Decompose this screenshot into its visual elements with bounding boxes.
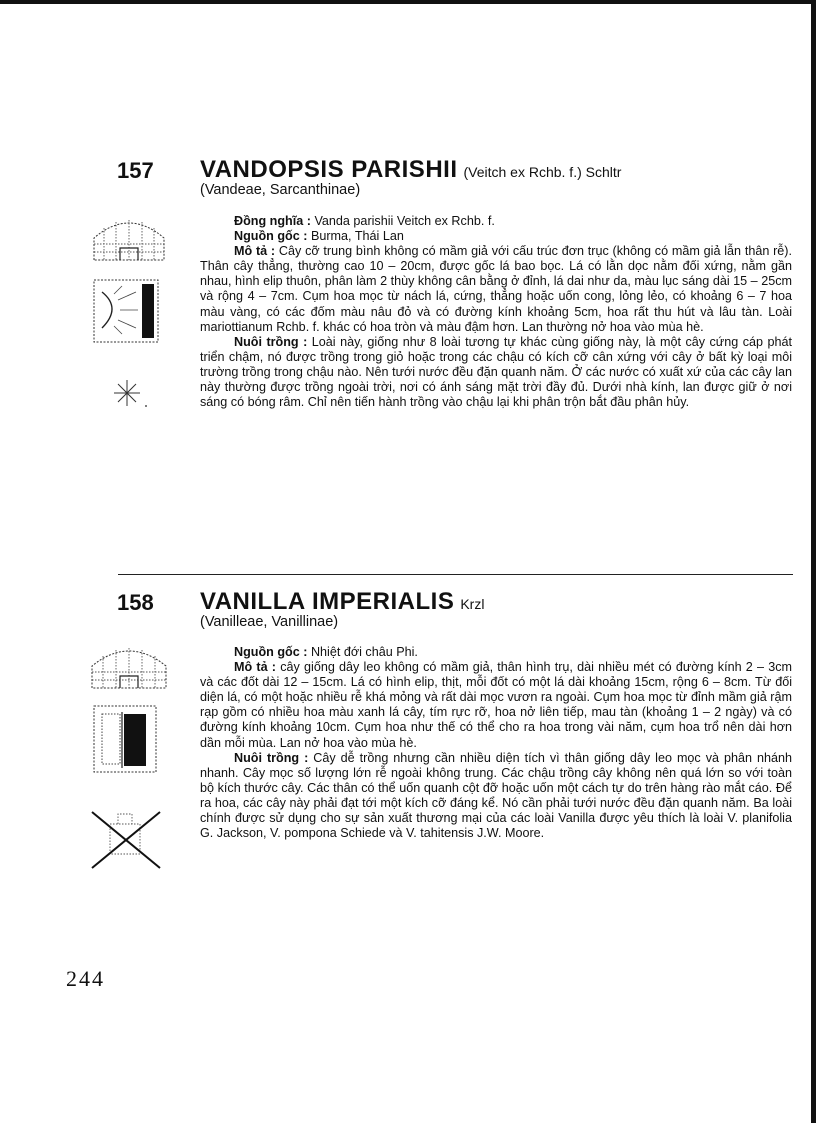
scan-edge-right <box>811 0 816 1123</box>
synonym-text: Vanda parishii Veitch ex Rchb. f. <box>314 214 495 228</box>
entry-description-157 <box>200 214 792 410</box>
greenhouse-icon <box>88 642 170 692</box>
origin-label: Nguồn gốc : <box>234 645 308 659</box>
species-name: VANILLA IMPERIALIS <box>200 588 455 615</box>
description-text: Cây cỡ trung bình không có mầm giả với cấu trúc đơn trục (không có mầm giả lẫn thân rễ). Thân cây thẳng, thường cao 10 – 20cm, được gốc lá bao bọc. Lá có lằn dọc nằm đối xứng, nằm gần nhau, hình elip thuôn, phân làm 2 thùy không cân bằng ở đỉnh, lá dai như da, màu lục sáng dài 15 – 25cm và rộng 4 – 7cm. Cụm hoa mọc từ nách lá, cứng, thẳng hoặc uốn cong, lỏng lẻo, có khoảng 6 – 7 hoa màu vàng, có các đốm màu nâu đỏ và có đường kính khoảng 5cm, hoa rất thu hút và lâu tàn. Loài mariottianum Rchb. f. khác có hoa tròn và màu đậm hơn. Lan thường nở hoa vào mùa hè. <box>200 244 792 334</box>
page-number: 244 <box>66 966 105 991</box>
cultivation-label: Nuôi trồng : <box>234 750 309 765</box>
description-text: cây giống dây leo không có mầm giả, thân hình trụ, dài nhiều mét có đường kính 2 – 3cm và các đốt dài 12 – 15cm. Lá có hình elip, thịt, mỗi đốt có một lá dài khoảng 15cm, rộng 6 – 8cm. Từ đối diện lá, có một hoặc nhiều rễ khá mỏng và rất dài mọc vươn ra ngoài. Cụm hoa mọc từ đỉnh mầm giả rậm rạp gồm có nhiều hoa màu xanh lá cây, tím rực rỡ, hoa nở liên tiếp, mau tàn (khoảng 1 – 2 ngày) và có đường kính khoảng 10cm. Cụm hoa như thế có thể cho ra hoa trong vài năm, cụm hoa trổ nên dài hơn dần mỗi mùa. Lan nở hoa vào mùa hè. <box>200 660 793 750</box>
species-author: (Veitch ex Rchb. f.) Schltr <box>463 164 622 180</box>
species-author: Krzl <box>460 596 485 612</box>
cultivation-label: Nuôi trồng : <box>234 334 308 349</box>
tribe-subtribe: (Vandeae, Sarcanthinae) <box>200 182 361 198</box>
cultivation-text: Loài này, giống như 8 loài tương tự khác cùng giống này, là một cây cứng cáp phát triển chậm, nó được trồng trong giỏ hoặc trong các chậu có kích cỡ cân xứng với cây ở bất kỳ loại môi trường trồng trong chậu nào. Nên tưới nước đều đặn quanh năm. Ở các nước có xuất xứ của các cây lan này thường được trồng ngoài trời, nơi có ánh sáng mặt trời đầy đủ. Dưới nhà kính, lan được giữ ở nơi sáng có bóng râm. Chỉ nên tiến hành trồng vào chậu lại khi phân trộn bắt đầu phân hủy. <box>200 334 793 410</box>
species-name: VANDOPSIS PARISHII <box>200 156 458 183</box>
no-rest-icon <box>88 808 164 872</box>
dark-window-icon <box>92 704 158 774</box>
light-window-icon <box>92 278 160 344</box>
description-label: Mô tả : <box>234 660 276 675</box>
section-divider <box>118 574 793 575</box>
origin-text: Nhiệt đới châu Phi. <box>310 645 418 659</box>
temperature-icon <box>110 376 150 410</box>
cultivation-text: Cây dễ trồng nhưng cần nhiều diện tích vì thân giống dây leo mọc và phân nhánh nhanh. Cây mọc số lượng lớn rễ ngoài không trung. Các chậu trồng cây không nên quá lớn so với toàn bộ kích thước cây. Các thân có thể uốn quanh cột đỡ hoặc uốn một cách tự do trên hàng rào mắt cáo. Để ra hoa, các cây này phải đạt tới một kích cỡ đáng kể. Nó cần phải tưới nước đều đặn quanh năm. Ba loài chính được sử dụng cho sự sản xuất thương mại của các loài Vanilla được yêu thích là loài V. planifolia G. Jackson, V. pompona Schiede và V. tahitensis J.W. Moore. <box>200 750 792 841</box>
scan-edge-top <box>0 0 816 4</box>
entry-description-158 <box>200 645 792 841</box>
origin-text: Burma, Thái Lan <box>310 229 404 244</box>
entry-title <box>200 588 484 616</box>
greenhouse-icon <box>90 214 168 264</box>
entry-number: 158 <box>117 590 154 615</box>
entry-number: 157 <box>117 158 154 183</box>
tribe-subtribe: (Vanilleae, Vanillinae) <box>200 614 339 630</box>
description-label: Mô tả : <box>234 244 276 259</box>
synonym-label: Đồng nghĩa : <box>234 214 311 228</box>
entry-title <box>200 156 621 184</box>
origin-label: Nguồn gốc : <box>234 229 308 244</box>
